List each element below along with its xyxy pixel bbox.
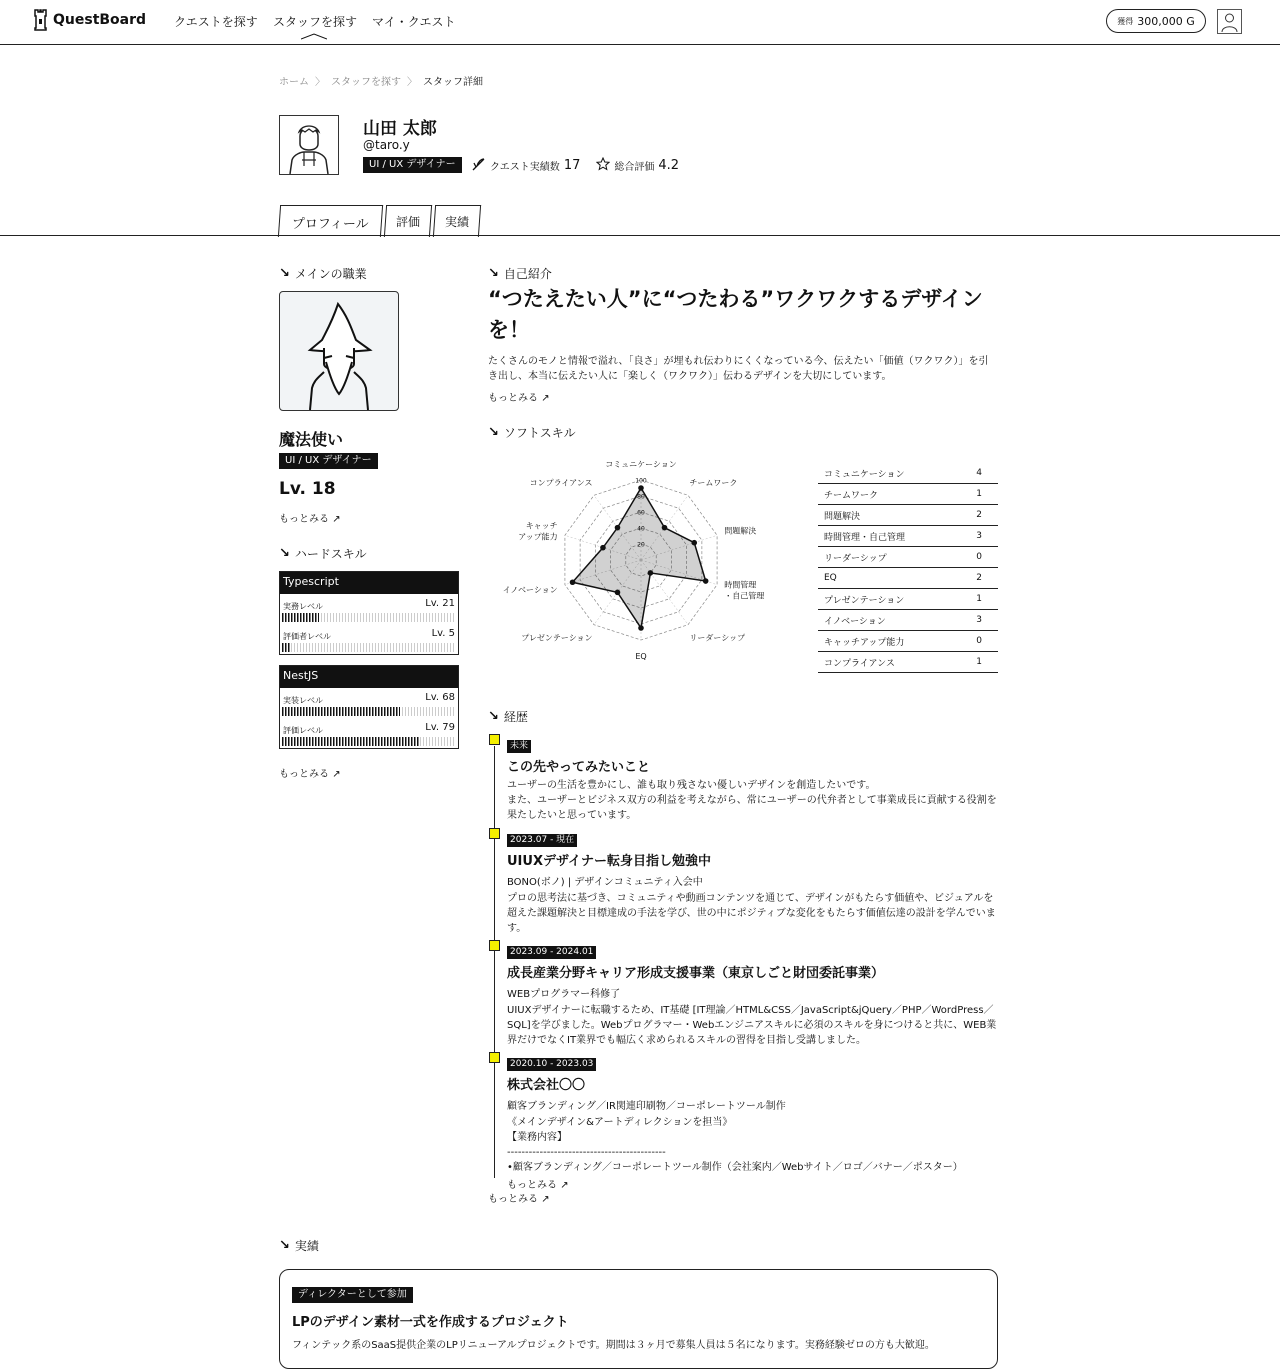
user-avatar-icon [1218,10,1241,33]
radar-category-label: コミュニケーション [605,460,677,469]
skill-level-fill [282,737,419,746]
radar-category-label: EQ [635,652,647,661]
section-title: メインの職業 [294,267,367,281]
career-subtitle: WEBプログラマー科修了 [507,989,621,1000]
radar-point [703,578,709,584]
section-main-job [279,265,367,282]
soft-skill-row: リーダーシップ 0 [818,547,998,568]
job-name: 魔法使い [279,430,344,449]
achievement-title: LPのデザイン素材一式を作成するプロジェクト [292,1315,569,1330]
tab-reviews[interactable]: 評価 [384,205,432,237]
radar-point [615,590,621,596]
radar-point [638,485,644,491]
logo[interactable] [34,9,146,31]
section-soft-skills [488,424,576,441]
breadcrumb [279,73,483,88]
arrow-down-right-icon: ↘ [488,709,499,724]
profile-name: 山田 太郎 [363,119,437,139]
soft-skill-row: チームワーク 1 [818,484,998,505]
section-title: ハードスキル [294,547,367,561]
arrow-down-right-icon: ↘ [488,425,499,440]
radar-point [638,625,644,631]
career-subtitle: 顧客ブランディング／IR関連印刷物／コーポレートツール制作 [507,1101,786,1112]
career-period: 2023.09 - 2024.01 [507,946,596,959]
radar-tick-label: 60 [637,509,645,517]
gold-value: 300,000 G [1137,14,1195,28]
hard-skill-card [279,665,459,749]
career-title: 株式会社〇〇 [507,1078,586,1093]
soft-skill-table [818,463,998,673]
nav-my-quest[interactable]: マイ・クエスト [372,15,456,29]
radar-category-label: 時間管理・自己管理 [724,580,765,601]
skill-level-bar [282,737,456,746]
radar-category-label: プレゼンテーション [521,633,593,643]
quill-icon [472,157,486,174]
career-period: 未来 [507,740,531,753]
skill-level-fill [282,707,400,716]
radar-category-label: チームワーク [689,478,738,488]
job-role-badge: UI / UX デザイナー [279,453,378,469]
achievement-desc: フィンテック系のSaaS提供企業のLPリニューアルプロジェクトです。期間は３ヶ月で募集人員は５名になります。実務経験ゼロの方も大歓迎。 [292,1340,935,1351]
gold-prefix: 獲得 [1117,16,1134,26]
intro-headline: “つたえたい人”に“つたわる”ワクワクするデザインを！ [488,287,983,342]
career-text: ユーザーの生活を豊かにし、誰も取り残さない優しいデザインを創造したいです。 また、ユーザーとビジネス双方の利益を考えながら、常にユーザーの代弁者として事業成長に貢献する役割を果たしたいと思っています。 [507,780,997,821]
profile-handle: @taro.y [363,138,410,152]
career-more-link[interactable]: もっとみる ↗ [488,1194,550,1205]
achievement-card[interactable] [279,1269,998,1369]
skill-row [280,718,458,748]
career-item [507,733,999,823]
skill-name: NestJS [280,666,458,688]
section-title: 実績 [294,1239,319,1253]
soft-skill-row: EQ 2 [818,568,998,589]
timeline-node [489,1052,500,1063]
achievement-role-badge: ディレクターとして参加 [292,1287,413,1303]
radar-point [600,545,606,551]
soft-skill-row: 問題解決 2 [818,505,998,526]
radar-point [570,579,576,585]
section-hard-skills [279,545,367,562]
radar-tick-label: 20 [637,541,645,549]
arrow-up-right-icon: ↗ [541,393,550,404]
soft-skill-radar-chart [486,455,796,675]
nav-find-quest[interactable]: クエストを探す [174,15,258,29]
skill-row-label: 実装レベル [283,696,323,705]
arrow-up-right-icon: ↗ [332,769,341,780]
radar-point [615,525,621,531]
profile-tabs [279,205,480,237]
rating-label: 総合評価 [614,162,655,173]
nav-find-staff[interactable]: スタッフを探す [273,15,358,29]
career-item [507,827,999,936]
skill-row-level: Lv. 21 [425,598,455,609]
tab-profile[interactable]: プロフィール [278,205,383,237]
star-icon [596,157,610,174]
intro-more-link[interactable]: もっとみる ↗ [488,393,550,404]
radar-category-label: キャッチアップ能力 [518,521,558,542]
skill-level-bar [282,613,456,622]
section-career [488,708,528,725]
career-period: 2020.10 - 2023.03 [507,1058,596,1071]
arrow-up-right-icon: ↗ [332,514,341,525]
radar-category-label: コンプライアンス [529,478,593,488]
profile-avatar [279,115,339,175]
arrow-down-right-icon: ↘ [279,1238,290,1253]
section-intro [488,265,552,282]
section-title: ソフトスキル [503,426,576,440]
skill-level-bar [282,707,456,716]
skill-row-level: Lv. 5 [431,628,455,639]
section-achievements [279,1237,319,1254]
radar-tick-label: 100 [635,477,647,485]
timeline-node [489,734,500,745]
skill-row [280,688,458,718]
skill-level-fill [282,643,291,652]
timeline-line [494,746,495,1178]
logo-text: QuestBoard [53,12,147,28]
radar-point [691,540,697,546]
section-title: 経歴 [503,710,528,724]
skill-row [280,624,458,654]
arrow-up-right-icon: ↗ [541,1194,550,1205]
castle-icon [34,9,47,31]
career-item-more-link[interactable]: もっとみる ↗ [507,1180,569,1191]
chevron-right-icon: 〉 [407,77,417,88]
job-image [279,291,399,411]
skill-level-bar [282,643,456,652]
career-title: この先やってみたいこと [507,760,651,775]
radar-point [648,570,654,576]
arrow-down-right-icon: ↘ [488,266,499,281]
career-item [507,1051,999,1191]
soft-skill-row: キャッチアップ能力 0 [818,631,998,652]
skill-row [280,594,458,624]
career-text: UIUXデザイナーに転職するため、IT基礎 [IT理論／HTML&CSS／JavaScript&jQuery／PHP／WordPress／SQL]を学びました。Webプログラマー・Webエンジニアスキルに必須のスキルを身につけると共に、WEB業界だけでなくIT業界でも幅広く求められるスキルの習得を目指し受講しました。 [507,1005,997,1046]
knight-avatar-icon [280,116,338,174]
profile-role-badge: UI / UX デザイナー [363,157,462,173]
radar-tick-label: 80 [637,493,645,501]
skill-level-fill [282,613,319,622]
arrow-down-right-icon: ↘ [279,546,290,561]
career-title: 成長産業分野キャリア形成支援事業（東京しごと財団委託事業） [507,966,885,981]
radar-category-label: イノベーション [502,585,558,595]
soft-skill-row: プレゼンテーション 1 [818,589,998,610]
radar-category-label: リーダーシップ [689,633,746,643]
career-title: UIUXデザイナー転身目指し勉強中 [507,854,712,869]
hard-skills-more-link[interactable]: もっとみる ↗ [279,769,341,780]
arrow-down-right-icon: ↘ [279,266,290,281]
main-job-more-link[interactable]: もっとみる ↗ [279,514,341,525]
soft-skill-row: コンプライアンス 1 [818,652,998,673]
career-item [507,939,999,1048]
arrow-up-right-icon: ↗ [560,1180,569,1191]
soft-skill-row: 時間管理・自己管理 3 [818,526,998,547]
top-bar [0,0,1280,45]
section-title: 自己紹介 [503,267,552,281]
gold-counter [1106,9,1206,33]
breadcrumb-current: スタッフ詳細 [423,77,483,88]
quest-count-label: クエスト実績数 [490,162,560,173]
user-avatar[interactable] [1217,9,1242,34]
skill-row-label: 評価者レベル [283,632,331,641]
intro-body: たくさんのモノと情報で溢れ、「良さ」が埋もれ伝わりにくくなっている今、伝えたい「価値（ワクワク）」を引き出し、本当に伝えたい人に「楽しく（ワクワク）」伝わるデザインを大切にしています。 [488,356,989,382]
skill-row-label: 実務レベル [283,602,323,611]
skill-name: Typescript [280,572,458,594]
tab-achievements[interactable]: 実績 [433,205,481,237]
job-level: Lv. 18 [279,479,336,499]
wizard-icon [280,292,398,410]
active-nav-indicator [301,33,327,40]
breadcrumb-staff[interactable]: スタッフを探す [331,77,401,88]
profile-stats [472,157,691,174]
skill-row-label: 評価レベル [283,726,323,735]
skill-row-level: Lv. 68 [425,692,455,703]
timeline-node [489,828,500,839]
career-text: プロの思考法に基づき、コミュニティや動画コンテンツを通じて、デザインがもたらす価値や、ビジュアルを超えた課題解決と目標達成の手法を学び、世の中にポジティブな変化をもたらす価値伝達の設計を学んでいます。 [507,893,996,934]
career-subtitle: BONO(ボノ) | デザインコミュニティ入会中 [507,877,703,888]
career-text: 《メインデザイン&アートディレクションを担当》 【業務内容】 -------------------------------------------- •顧客ブランディング／コーポレートツール制作（会社案内／Webサイト／ロゴ／バナー／ポスター） [507,1117,963,1173]
soft-skill-row: イノベーション 3 [818,610,998,631]
skill-row-level: Lv. 79 [425,722,455,733]
career-period: 2023.07 - 現在 [507,834,577,847]
timeline-node [489,940,500,951]
soft-skill-row: コミュニケーション 4 [818,463,998,484]
quest-count: 17 [563,158,581,173]
rating-value: 4.2 [658,158,680,173]
radar-tick-label: 40 [637,525,645,533]
breadcrumb-home[interactable]: ホーム [279,77,309,88]
chevron-right-icon: 〉 [315,77,325,88]
hard-skill-card [279,571,459,655]
tab-divider [0,235,1280,236]
radar-category-label: 問題解決 [724,526,757,536]
radar-point [662,525,668,531]
